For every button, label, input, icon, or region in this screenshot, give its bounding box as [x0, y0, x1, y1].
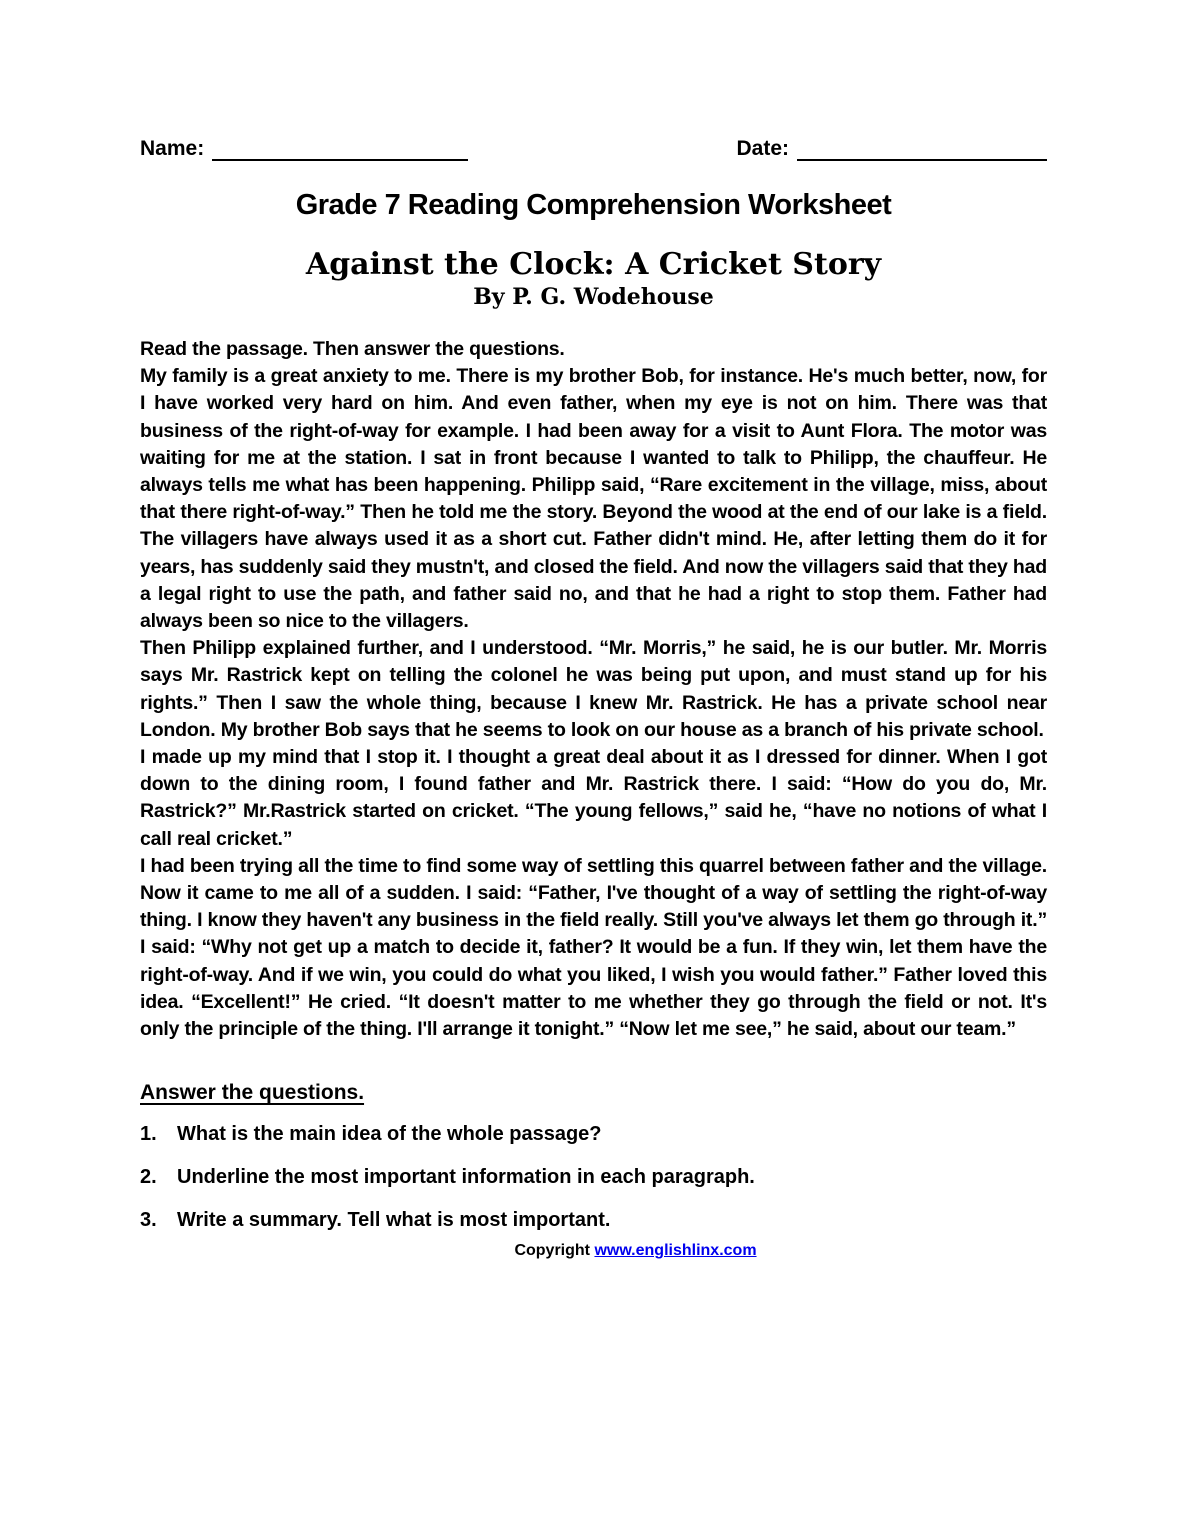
question-number: 2.: [140, 1166, 157, 1189]
story-byline: By P. G. Wodehouse: [473, 284, 714, 310]
story-title: Against the Clock: A Cricket Story: [305, 247, 882, 282]
passage: [140, 336, 1047, 1043]
passage-instructions: Read the passage. Then answer the questions.: [140, 338, 565, 360]
questions-heading: Answer the questions.: [140, 1081, 365, 1105]
date-blank-line: [797, 139, 1047, 161]
date-label: Date:: [736, 137, 789, 160]
header-row: [140, 137, 1047, 161]
worksheet-title: Grade 7 Reading Comprehension Worksheet: [295, 189, 892, 221]
passage-paragraph-2: Then Philipp explained further, and I understood. “Mr. Morris,” he said, he is our butler. Mr. Morris says Mr. Rastrick kept on telling the colonel he was being put upon, and must stand up for his rights.” Then I saw the whole thing, because I knew Mr. Rastrick. He has a private school near London. My brother Bob says that he seems to look on our house as a branch of his private school.: [140, 637, 1047, 741]
question-item-3: [140, 1207, 1047, 1234]
question-text: Underline the most important information in each paragraph.: [177, 1166, 755, 1189]
question-text: What is the main idea of the whole passage?: [177, 1123, 602, 1146]
question-number: 3.: [140, 1209, 157, 1232]
footer: [182, 1242, 1089, 1260]
copyright-link[interactable]: www.englishlinx.com: [594, 1242, 757, 1260]
name-label: Name:: [140, 137, 205, 160]
name-field: [140, 137, 468, 161]
passage-paragraph-1: My family is a great anxiety to me. There is my brother Bob, for instance. He's much better, now, for I have worked very hard on him. And even father, when my eye is not on him. There was that business of the right-of-way for example. I had been away for a visit to Aunt Flora. The motor was waiting for me at the station. I sat in front because I wanted to talk to Philipp, the chauffeur. He always tells me what has been happening. Philipp said, “Rare excitement in the village, miss, about that there right-of-way.” Then he told me the story. Beyond the wood at the end of our lake is a field. The villagers have always used it as a short cut. Father didn't mind. He, after letting them do it for years, has suddenly said they mustn't, and closed the field. And now the villagers said that they had a legal right to use the path, and father said no, and that he had a right to stop them. Father had always been so nice to the villagers.: [140, 365, 1047, 633]
date-field: [736, 137, 1047, 161]
question-text: Write a summary. Tell what is most important.: [177, 1209, 611, 1232]
question-item-2: [140, 1164, 1047, 1191]
copyright-label: Copyright: [514, 1242, 590, 1260]
name-blank-line: [212, 139, 468, 161]
question-item-1: [140, 1121, 1047, 1148]
passage-paragraph-3: I made up my mind that I stop it. I thought a great deal about it as I dressed for dinner. When I got down to the dining room, I found father and Mr. Rastrick there. I said: “How do you do, Mr. Rastrick?” Mr.Rastrick started on cricket. “The young fellows,” said he, “have no notions of what I call real cricket.”: [140, 746, 1047, 850]
passage-paragraph-4: I had been trying all the time to find some way of settling this quarrel between father and the village. Now it came to me all of a sudden. I said: “Father, I've thought of a way of settling the right-of-way thing. I know they haven't any business in the field really. Still you've always let them go through it.” I said: “Why not get up a match to decide it, father? It would be a fun. If they win, let them have the right-of-way. And if we win, you could do what you liked, I wish you would father.” Father loved this idea. “Excellent!” He cried. “It doesn't matter to me whether they go through the field or not. It's only the principle of the thing. I'll arrange it tonight.” “Now let me see,” he said, about our team.”: [140, 854, 1047, 1041]
question-number: 1.: [140, 1123, 157, 1146]
questions-list: [140, 1121, 1047, 1234]
